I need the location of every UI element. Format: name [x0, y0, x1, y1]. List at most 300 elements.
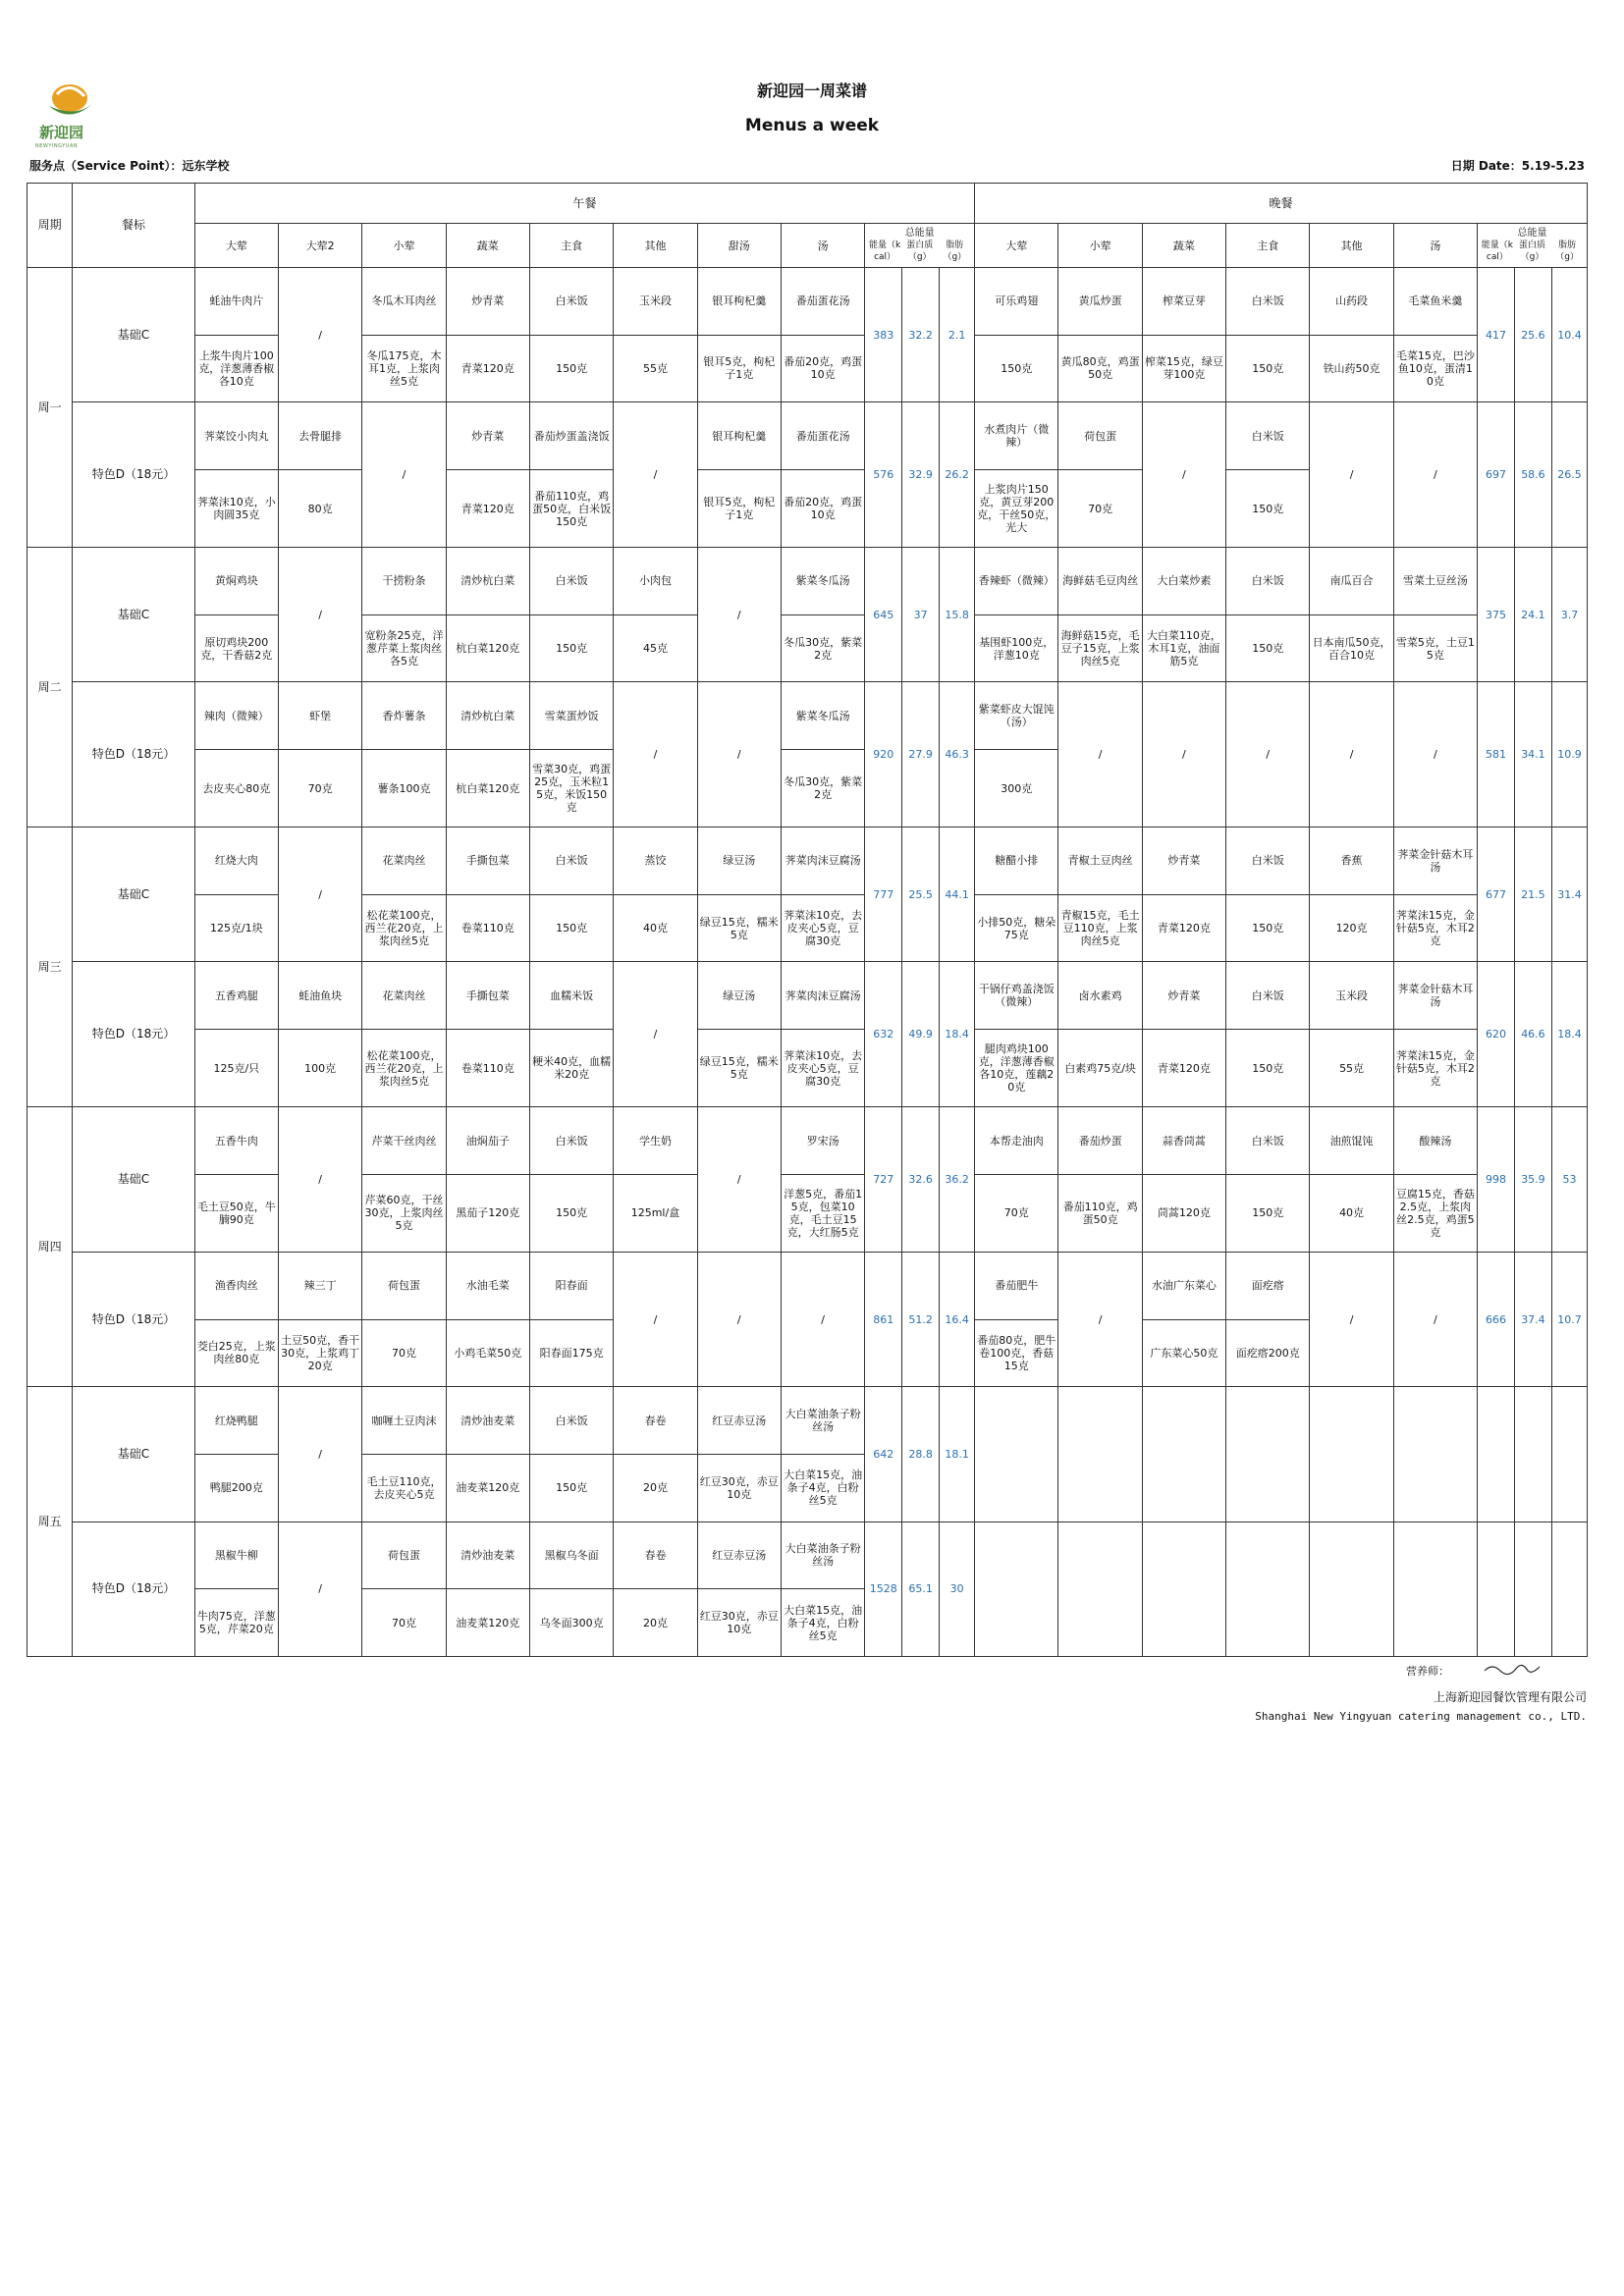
- lunch-dish: 水油毛菜: [446, 1252, 529, 1319]
- lunch-nutrition-value: 632: [865, 962, 902, 1107]
- dinner-ingredients: 基围虾100克，洋葱10克: [975, 614, 1058, 682]
- lunch-dish: 大白菜油条子粉丝汤: [781, 1522, 864, 1589]
- lunch-dish: 蚝油鱼块: [278, 962, 361, 1030]
- lunch-nutrition-value: 2.1: [940, 268, 975, 402]
- dinner-nutrition-value: [1514, 1522, 1551, 1656]
- meal-standard: 基础C: [73, 1107, 194, 1253]
- lunch-dish: /: [697, 548, 781, 682]
- lunch-dish: 手撕包菜: [446, 828, 529, 895]
- lunch-nutrition-value: 51.2: [902, 1252, 940, 1386]
- dinner-ingredients: 青菜120克: [1142, 1030, 1225, 1107]
- table-row: [27, 1030, 1588, 1107]
- nutritionist-label: 营养师：: [1406, 1665, 1449, 1678]
- lunch-nutrition-value: 30: [940, 1522, 975, 1656]
- lunch-dish: 红烧大肉: [194, 828, 278, 895]
- dinner-dish: [1310, 1522, 1393, 1656]
- dinner-nutrition-value: 581: [1478, 682, 1515, 828]
- energy-label: 总能量: [1517, 228, 1547, 239]
- header-lunch-col: 汤: [781, 224, 864, 268]
- lunch-nutrition-value: 1528: [865, 1522, 902, 1656]
- lunch-dish: 大白菜油条子粉丝汤: [781, 1387, 864, 1455]
- dinner-dish: 白米饭: [1226, 962, 1310, 1030]
- lunch-nutrition-value: 861: [865, 1252, 902, 1386]
- lunch-dish: 虾堡: [278, 682, 361, 750]
- day-label: 周二: [27, 548, 73, 828]
- lunch-dish: /: [278, 268, 361, 402]
- header-lunch: 午餐: [194, 184, 974, 224]
- lunch-nutrition-value: 383: [865, 268, 902, 402]
- lunch-ingredients: 黑茄子120克: [446, 1174, 529, 1252]
- lunch-ingredients: 100克: [278, 1030, 361, 1107]
- lunch-ingredients: 大白菜15克，油条子4克，白粉丝5克: [781, 1454, 864, 1522]
- energy-col-label: 脂肪（g）: [1555, 240, 1580, 262]
- lunch-dish: 辣肉（微辣）: [194, 682, 278, 750]
- dinner-nutrition-value: 34.1: [1514, 682, 1551, 828]
- dinner-ingredients: 70克: [975, 1174, 1058, 1252]
- dinner-nutrition-value: 37.4: [1514, 1252, 1551, 1386]
- dinner-dish: 雪菜土豆丝汤: [1393, 548, 1477, 615]
- meal-standard: 特色D（18元）: [73, 1252, 194, 1386]
- dinner-ingredients: 300克: [975, 750, 1058, 828]
- lunch-ingredients: 毛土豆110克，去皮夹心5克: [362, 1454, 446, 1522]
- day-label: 周四: [27, 1107, 73, 1387]
- lunch-ingredients: 红豆30克，赤豆10克: [697, 1589, 781, 1657]
- page-subtitle: Menus a week: [744, 116, 880, 135]
- dinner-nutrition-value: 10.9: [1551, 682, 1587, 828]
- dinner-dish: /: [1393, 682, 1477, 828]
- lunch-ingredients: 冬瓜30克，紫菜2克: [781, 614, 864, 682]
- dinner-ingredients: 150克: [1226, 894, 1310, 962]
- dinner-ingredients: 150克: [1226, 469, 1310, 547]
- table-row: [27, 1107, 1588, 1175]
- header-lunch-col: 大荤2: [278, 224, 361, 268]
- dinner-ingredients: 大白菜110克，木耳1克，油面筋5克: [1142, 614, 1225, 682]
- lunch-ingredients: 70克: [278, 750, 361, 828]
- lunch-dish: 白米饭: [529, 1387, 613, 1455]
- dinner-dish: [975, 1387, 1058, 1522]
- table-row: [27, 682, 1588, 750]
- date-range: 日期 Date：5.19-5.23: [1450, 159, 1585, 173]
- header-dinner-energy: [1478, 224, 1588, 268]
- lunch-dish: 荠菜饺小肉丸: [194, 402, 278, 470]
- dinner-dish: /: [1393, 402, 1477, 548]
- dinner-nutrition-value: 620: [1478, 962, 1515, 1107]
- lunch-nutrition-value: 32.9: [902, 402, 940, 548]
- dinner-dish: 毛菜鱼米羹: [1393, 268, 1477, 336]
- lunch-ingredients: 去皮夹心80克: [194, 750, 278, 828]
- header-lunch-col: 主食: [529, 224, 613, 268]
- lunch-dish: 春卷: [614, 1387, 697, 1455]
- lunch-ingredients: 牛肉75克，洋葱5克，芹菜20克: [194, 1589, 278, 1657]
- meal-standard: 基础C: [73, 548, 194, 682]
- lunch-dish: /: [278, 1107, 361, 1253]
- table-row: [27, 1387, 1588, 1455]
- lunch-dish: 蚝油牛肉片: [194, 268, 278, 336]
- lunch-dish: 荠菜肉沫豆腐汤: [781, 962, 864, 1030]
- lunch-dish: 罗宋汤: [781, 1107, 864, 1175]
- lunch-dish: 红豆赤豆汤: [697, 1387, 781, 1455]
- lunch-ingredients: 番茄20克，鸡蛋10克: [781, 335, 864, 402]
- lunch-ingredients: 70克: [362, 1319, 446, 1387]
- lunch-dish: 小肉包: [614, 548, 697, 615]
- lunch-nutrition-value: 46.3: [940, 682, 975, 828]
- lunch-dish: 雪菜蛋炒饭: [529, 682, 613, 750]
- energy-col-label: 能量（kcal）: [1481, 240, 1513, 262]
- dinner-ingredients: 40克: [1310, 1174, 1393, 1252]
- lunch-ingredients: 80克: [278, 469, 361, 547]
- lunch-dish: 花菜肉丝: [362, 962, 446, 1030]
- dinner-dish: 玉米段: [1310, 962, 1393, 1030]
- table-row: [27, 268, 1588, 336]
- table-row: [27, 402, 1588, 470]
- dinner-nutrition-value: 3.7: [1551, 548, 1587, 682]
- dinner-dish: 黄瓜炒蛋: [1058, 268, 1142, 336]
- dinner-dish: [1058, 1387, 1142, 1522]
- dinner-dish: /: [1142, 402, 1225, 548]
- dinner-nutrition-value: [1478, 1522, 1515, 1656]
- dinner-ingredients: 黄瓜80克，鸡蛋50克: [1058, 335, 1142, 402]
- dinner-dish: 香蕉: [1310, 828, 1393, 895]
- lunch-nutrition-value: 777: [865, 828, 902, 962]
- dinner-ingredients: 150克: [975, 335, 1058, 402]
- lunch-dish: 冬瓜木耳肉丝: [362, 268, 446, 336]
- lunch-dish: 香炸薯条: [362, 682, 446, 750]
- dinner-dish: [1142, 1522, 1225, 1656]
- table-row: [27, 548, 1588, 615]
- lunch-dish: 清炒油麦菜: [446, 1522, 529, 1589]
- header-lunch-energy: [865, 224, 975, 268]
- lunch-dish: 辣三丁: [278, 1252, 361, 1319]
- lunch-ingredients: 150克: [529, 614, 613, 682]
- lunch-dish: 炒青菜: [446, 268, 529, 336]
- lunch-ingredients: 125克/只: [194, 1030, 278, 1107]
- dinner-dish: 白米饭: [1226, 828, 1310, 895]
- lunch-dish: /: [278, 1387, 361, 1522]
- dinner-dish: [1226, 1387, 1310, 1522]
- header-lunch-col: 其他: [614, 224, 697, 268]
- lunch-ingredients: 冬瓜175克，木耳1克，上浆肉丝5克: [362, 335, 446, 402]
- lunch-ingredients: 茭白25克，上浆肉丝80克: [194, 1319, 278, 1387]
- lunch-dish: /: [278, 1522, 361, 1656]
- lunch-ingredients: 20克: [614, 1589, 697, 1657]
- dinner-dish: [1226, 1522, 1310, 1656]
- dinner-nutrition-value: [1551, 1522, 1587, 1656]
- lunch-ingredients: 绿豆15克，糯米5克: [697, 1030, 781, 1107]
- menu-table: [27, 183, 1588, 1657]
- lunch-dish: 五香鸡腿: [194, 962, 278, 1030]
- lunch-dish: 阳春面: [529, 1252, 613, 1319]
- header-lunch-col: 大荤: [194, 224, 278, 268]
- meal-standard: 基础C: [73, 268, 194, 402]
- lunch-dish: 咖喱土豆肉沫: [362, 1387, 446, 1455]
- lunch-ingredients: 青菜120克: [446, 335, 529, 402]
- dinner-ingredients: 海鲜菇15克，毛豆子15克，上浆肉丝5克: [1058, 614, 1142, 682]
- header-dinner-col: 小荤: [1058, 224, 1142, 268]
- dinner-nutrition-value: 998: [1478, 1107, 1515, 1253]
- meal-standard: 基础C: [73, 828, 194, 962]
- lunch-dish: 红烧鸭腿: [194, 1387, 278, 1455]
- dinner-dish: 面疙瘩: [1226, 1252, 1310, 1319]
- dinner-nutrition-value: 25.6: [1514, 268, 1551, 402]
- dinner-nutrition-value: 10.7: [1551, 1252, 1587, 1386]
- dinner-dish: 白米饭: [1226, 402, 1310, 470]
- lunch-dish: /: [697, 1252, 781, 1386]
- dinner-dish: 荷包蛋: [1058, 402, 1142, 470]
- lunch-ingredients: 阳春面175克: [529, 1319, 613, 1387]
- lunch-dish: 蒸饺: [614, 828, 697, 895]
- dinner-ingredients: 150克: [1226, 1174, 1310, 1252]
- company-name-en: Shanghai New Yingyuan catering management co., LTD.: [1255, 1710, 1587, 1723]
- lunch-dish: /: [614, 682, 697, 828]
- dinner-dish: 海鲜菇毛豆肉丝: [1058, 548, 1142, 615]
- dinner-dish: 白米饭: [1226, 1107, 1310, 1175]
- dinner-ingredients: 荠菜沫15克，金针菇5克，木耳2克: [1393, 894, 1477, 962]
- lunch-ingredients: 洋葱5克，番茄15克，包菜10克，毛土豆15克，大红肠5克: [781, 1174, 864, 1252]
- energy-col-label: 能量（kcal）: [868, 240, 901, 262]
- table-row: [27, 828, 1588, 895]
- lunch-ingredients: 薯条100克: [362, 750, 446, 828]
- dinner-ingredients: 荠菜沫15克，金针菇5克，木耳2克: [1393, 1030, 1477, 1107]
- lunch-nutrition-value: 645: [865, 548, 902, 682]
- dinner-ingredients: 雪菜5克，土豆15克: [1393, 614, 1477, 682]
- lunch-dish: 花菜肉丝: [362, 828, 446, 895]
- lunch-nutrition-value: 49.9: [902, 962, 940, 1107]
- dinner-ingredients: 毛菜15克，巴沙鱼10克，蛋清10克: [1393, 335, 1477, 402]
- lunch-ingredients: 油麦菜120克: [446, 1454, 529, 1522]
- dinner-dish: 南瓜百合: [1310, 548, 1393, 615]
- lunch-dish: 紫菜冬瓜汤: [781, 682, 864, 750]
- dinner-dish: 紫菜虾皮大馄饨（汤）: [975, 682, 1058, 750]
- dinner-nutrition-value: 46.6: [1514, 962, 1551, 1107]
- dinner-nutrition-value: 31.4: [1551, 828, 1587, 962]
- lunch-ingredients: 55克: [614, 335, 697, 402]
- lunch-ingredients: 150克: [529, 1174, 613, 1252]
- dinner-dish: 炒青菜: [1142, 962, 1225, 1030]
- lunch-ingredients: 杭白菜120克: [446, 750, 529, 828]
- header-dinner: 晚餐: [975, 184, 1588, 224]
- dinner-nutrition-value: 677: [1478, 828, 1515, 962]
- dinner-ingredients: 番茄80克，肥牛卷100克，香菇15克: [975, 1319, 1058, 1387]
- lunch-ingredients: 冬瓜30克，紫菜2克: [781, 750, 864, 828]
- lunch-ingredients: 大白菜15克，油条子4克，白粉丝5克: [781, 1589, 864, 1657]
- dinner-dish: [975, 1522, 1058, 1656]
- lunch-ingredients: 小鸡毛菜50克: [446, 1319, 529, 1387]
- lunch-dish: 银耳枸杞羹: [697, 268, 781, 336]
- table-row: [27, 1252, 1588, 1319]
- lunch-ingredients: 上浆牛肉片100克，洋葱薄香椒各10克: [194, 335, 278, 402]
- lunch-dish: /: [278, 828, 361, 962]
- meal-standard: 特色D（18元）: [73, 402, 194, 548]
- lunch-dish: 番茄炒蛋盖浇饭: [529, 402, 613, 470]
- dinner-ingredients: 120克: [1310, 894, 1393, 962]
- header-lunch-col: 甜汤: [697, 224, 781, 268]
- lunch-ingredients: 125克/1块: [194, 894, 278, 962]
- dinner-dish: /: [1058, 1252, 1142, 1386]
- dinner-dish: 荠菜金针菇木耳汤: [1393, 828, 1477, 895]
- lunch-nutrition-value: 27.9: [902, 682, 940, 828]
- table-row: [27, 335, 1588, 402]
- day-label: 周五: [27, 1387, 73, 1657]
- dinner-dish: [1393, 1387, 1477, 1522]
- dinner-ingredients: 青椒15克，毛土豆110克，上浆肉丝5克: [1058, 894, 1142, 962]
- dinner-dish: 荠菜金针菇木耳汤: [1393, 962, 1477, 1030]
- dinner-dish: [1393, 1522, 1477, 1656]
- dinner-ingredients: 上浆肉片150克，黄豆芽200克，干丝50克，光大: [975, 469, 1058, 547]
- lunch-ingredients: 荠菜沫10克，小肉圆35克: [194, 469, 278, 547]
- day-label: 周三: [27, 828, 73, 1107]
- header-dinner-col: 蔬菜: [1142, 224, 1225, 268]
- lunch-ingredients: 芹菜60克，干丝30克，上浆肉丝5克: [362, 1174, 446, 1252]
- dinner-nutrition-value: 21.5: [1514, 828, 1551, 962]
- table-row: [27, 962, 1588, 1030]
- dinner-ingredients: 茼蒿120克: [1142, 1174, 1225, 1252]
- energy-col-label: 蛋白质（g）: [906, 240, 934, 262]
- dinner-ingredients: 青菜120克: [1142, 894, 1225, 962]
- header-dinner-col: 大荤: [975, 224, 1058, 268]
- lunch-dish: 学生奶: [614, 1107, 697, 1175]
- lunch-dish: 白米饭: [529, 268, 613, 336]
- company-name-cn: 上海新迎园餐饮管理有限公司: [1433, 1690, 1587, 1704]
- lunch-dish: /: [697, 682, 781, 828]
- lunch-ingredients: 20克: [614, 1454, 697, 1522]
- lunch-nutrition-value: 32.6: [902, 1107, 940, 1253]
- lunch-ingredients: 绿豆15克，糯米5克: [697, 894, 781, 962]
- lunch-ingredients: 荠菜沫10克，去皮夹心5克，豆腐30克: [781, 894, 864, 962]
- lunch-nutrition-value: 65.1: [902, 1522, 940, 1656]
- lunch-dish: 手撕包菜: [446, 962, 529, 1030]
- dinner-nutrition-value: 24.1: [1514, 548, 1551, 682]
- lunch-nutrition-value: 37: [902, 548, 940, 682]
- lunch-ingredients: 杭白菜120克: [446, 614, 529, 682]
- dinner-ingredients: 日本南瓜50克，百合10克: [1310, 614, 1393, 682]
- dinner-dish: 蒜香茼蒿: [1142, 1107, 1225, 1175]
- dinner-ingredients: 150克: [1226, 335, 1310, 402]
- meal-standard: 特色D（18元）: [73, 962, 194, 1107]
- lunch-nutrition-value: 36.2: [940, 1107, 975, 1253]
- dinner-dish: 干锅仔鸡盖浇饭（微辣）: [975, 962, 1058, 1030]
- lunch-nutrition-value: 44.1: [940, 828, 975, 962]
- lunch-dish: /: [362, 402, 446, 548]
- table-row: [27, 614, 1588, 682]
- dinner-dish: /: [1393, 1252, 1477, 1386]
- dinner-ingredients: 白素鸡75克/块: [1058, 1030, 1142, 1107]
- lunch-dish: 银耳枸杞羹: [697, 402, 781, 470]
- dinner-dish: 青椒土豆肉丝: [1058, 828, 1142, 895]
- dinner-dish: 水煮肉片（微辣）: [975, 402, 1058, 470]
- energy-col-label: 脂肪（g）: [943, 240, 967, 262]
- lunch-ingredients: 松花菜100克，西兰花20克，上浆肉丝5克: [362, 894, 446, 962]
- lunch-nutrition-value: 32.2: [902, 268, 940, 402]
- lunch-nutrition-value: 18.1: [940, 1387, 975, 1522]
- dinner-ingredients: 腿肉鸡块100克，洋葱薄香椒各10克，莲藕20克: [975, 1030, 1058, 1107]
- lunch-ingredients: 乌冬面300克: [529, 1589, 613, 1657]
- dinner-dish: /: [1058, 682, 1142, 828]
- lunch-dish: 炒青菜: [446, 402, 529, 470]
- lunch-ingredients: 150克: [529, 1454, 613, 1522]
- lunch-ingredients: 银耳5克，枸杞子1克: [697, 469, 781, 547]
- lunch-nutrition-value: 26.2: [940, 402, 975, 548]
- dinner-dish: [1310, 1387, 1393, 1522]
- lunch-dish: 荠菜肉沫豆腐汤: [781, 828, 864, 895]
- dinner-dish: 番茄肥牛: [975, 1252, 1058, 1319]
- dinner-ingredients: 番茄110克，鸡蛋50克: [1058, 1174, 1142, 1252]
- lunch-dish: 清炒杭白菜: [446, 682, 529, 750]
- header-dinner-col: 汤: [1393, 224, 1477, 268]
- lunch-dish: 荷包蛋: [362, 1252, 446, 1319]
- dinner-dish: 油煎馄饨: [1310, 1107, 1393, 1175]
- page-title: 新迎园一周菜谱: [756, 81, 867, 100]
- lunch-dish: 荷包蛋: [362, 1522, 446, 1589]
- lunch-dish: 黑椒牛柳: [194, 1522, 278, 1589]
- lunch-ingredients: 荠菜沫10克，去皮夹心5克，豆腐30克: [781, 1030, 864, 1107]
- dinner-nutrition-value: [1514, 1387, 1551, 1522]
- lunch-dish: 五香牛肉: [194, 1107, 278, 1175]
- lunch-dish: 清炒杭白菜: [446, 548, 529, 615]
- energy-col-label: 蛋白质（g）: [1519, 240, 1546, 262]
- dinner-dish: 番茄炒蛋: [1058, 1107, 1142, 1175]
- dinner-dish: /: [1310, 682, 1393, 828]
- lunch-dish: 春卷: [614, 1522, 697, 1589]
- lunch-ingredients: 鸭腿200克: [194, 1454, 278, 1522]
- lunch-nutrition-value: 25.5: [902, 828, 940, 962]
- logo-text: 新迎园: [39, 124, 84, 141]
- dinner-ingredients: 榨菜15克，绿豆芽100克: [1142, 335, 1225, 402]
- lunch-ingredients: 土豆50克，香干30克，上浆鸡丁20克: [278, 1319, 361, 1387]
- energy-label: 总能量: [904, 228, 935, 239]
- lunch-dish: 血糯米饭: [529, 962, 613, 1030]
- lunch-dish: 干捞粉条: [362, 548, 446, 615]
- dinner-dish: /: [1310, 402, 1393, 548]
- lunch-ingredients: 番茄20克，鸡蛋10克: [781, 469, 864, 547]
- lunch-ingredients: 雪菜30克，鸡蛋25克，玉米粒15克，米饭150克: [529, 750, 613, 828]
- lunch-dish: 红豆赤豆汤: [697, 1522, 781, 1589]
- lunch-ingredients: 卷菜110克: [446, 1030, 529, 1107]
- lunch-dish: /: [278, 548, 361, 682]
- lunch-dish: 绿豆汤: [697, 828, 781, 895]
- dinner-dish: 本帮走油肉: [975, 1107, 1058, 1175]
- lunch-nutrition-value: 576: [865, 402, 902, 548]
- dinner-ingredients: 小排50克，糖朵75克: [975, 894, 1058, 962]
- lunch-ingredients: 番茄110克，鸡蛋50克，白米饭150克: [529, 469, 613, 547]
- lunch-dish: 玉米段: [614, 268, 697, 336]
- lunch-ingredients: 125ml/盒: [614, 1174, 697, 1252]
- dinner-ingredients: 广东菜心50克: [1142, 1319, 1225, 1387]
- lunch-nutrition-value: 15.8: [940, 548, 975, 682]
- header-lunch-col: 小荤: [362, 224, 446, 268]
- dinner-nutrition-value: 417: [1478, 268, 1515, 402]
- dinner-ingredients: 150克: [1226, 1030, 1310, 1107]
- lunch-nutrition-value: 18.4: [940, 962, 975, 1107]
- dinner-dish: 糖醋小排: [975, 828, 1058, 895]
- dinner-nutrition-value: 375: [1478, 548, 1515, 682]
- dinner-dish: 酸辣汤: [1393, 1107, 1477, 1175]
- lunch-dish: /: [781, 1252, 864, 1386]
- dinner-ingredients: 55克: [1310, 1030, 1393, 1107]
- header-dinner-col: 其他: [1310, 224, 1393, 268]
- dinner-dish: 榨菜豆芽: [1142, 268, 1225, 336]
- lunch-ingredients: 油麦菜120克: [446, 1589, 529, 1657]
- dinner-nutrition-value: [1478, 1387, 1515, 1522]
- table-row: [27, 1522, 1588, 1589]
- signature-icon: [1483, 1659, 1542, 1679]
- lunch-dish: /: [614, 402, 697, 548]
- dinner-dish: 卤水素鸡: [1058, 962, 1142, 1030]
- lunch-dish: 白米饭: [529, 548, 613, 615]
- dinner-ingredients: 150克: [1226, 614, 1310, 682]
- lunch-dish: 白米饭: [529, 1107, 613, 1175]
- dinner-nutrition-value: 53: [1551, 1107, 1587, 1253]
- lunch-dish: /: [697, 1107, 781, 1253]
